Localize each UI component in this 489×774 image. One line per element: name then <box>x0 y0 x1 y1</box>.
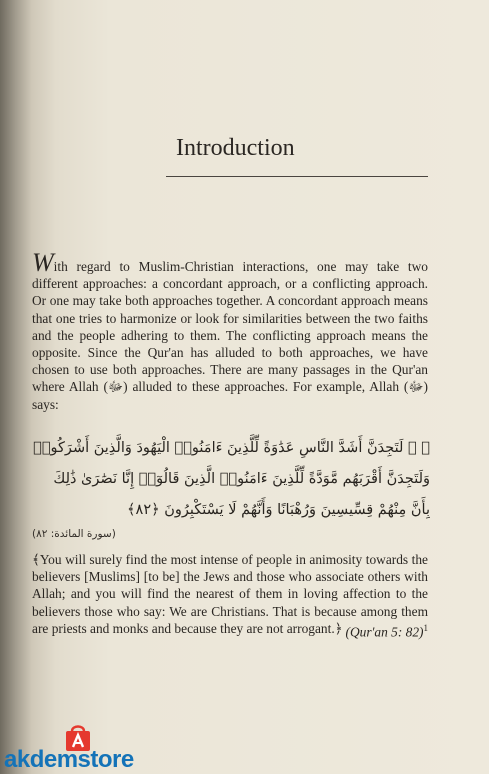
title-rule <box>166 176 428 177</box>
verse-line-3: بِأَنَّ مِنْهُمْ قِسِّيسِينَ وَرُهْبَانًا وَأَنَّهُمْ لَا يَسْتَكْبِرُونَ ﴿٨٢﴾ <box>127 502 430 518</box>
verse-line-1: ﴿ ۞ لَتَجِدَنَّ أَشَدَّ النَّاسِ عَدَٰوَةً لِّلَّذِينَ ءَامَنُوا۟ الْيَهُودَ وَالَّذِينَ أَشْرَكُوا۟ <box>33 440 430 456</box>
chapter-title: Introduction <box>176 135 295 161</box>
verse-reference: (سورة المائدة: ٨٢) <box>32 528 116 540</box>
footnote-mark: 1 <box>423 622 428 633</box>
brand-name: akdemstore <box>4 746 134 773</box>
citation <box>346 620 429 641</box>
paragraph-text: ith regard to Muslim-Christian interactions, one may take two different approaches: a concordant approach, or a conflicting approach. Or one may take both approaches together. A concordant approach means that one tries to harmonize or look for similarities between the two faiths and the people adhering to them. The conflicting approach means the opposite. Since the Qur'an has alluded to both approaches, we have chosen to use both approaches. There are many passages in the Qur'an where Allah (ﷻ) alluded to these approaches. For example, Allah (ﷻ) says: <box>32 259 428 412</box>
drop-cap: W <box>32 248 54 277</box>
citation-text: (Qur'an 5: 82) <box>345 624 424 640</box>
verse-translation <box>32 551 428 640</box>
verse-line-2: وَلَتَجِدَنَّ أَقْرَبَهُم مَّوَدَّةً لِّلَّذِينَ ءَامَنُوا۟ الَّذِينَ قَالُوٓا۟ إِنَّا نَصَٰرَىٰ ذَٰلِكَ <box>53 471 430 487</box>
translation-text: ﴾You will surely find the most intense of people in animosity towards the believers [Muslims] [to be] the Jews and those who associate others with Allah; and you will find the nearest of them in loving affection to the believers those who say: We are Christians. That is because among them are priests and monks and because they are not arrogant.﴿ <box>32 552 428 636</box>
quran-verse <box>30 433 430 526</box>
store-watermark <box>4 722 194 773</box>
intro-paragraph <box>32 248 428 413</box>
